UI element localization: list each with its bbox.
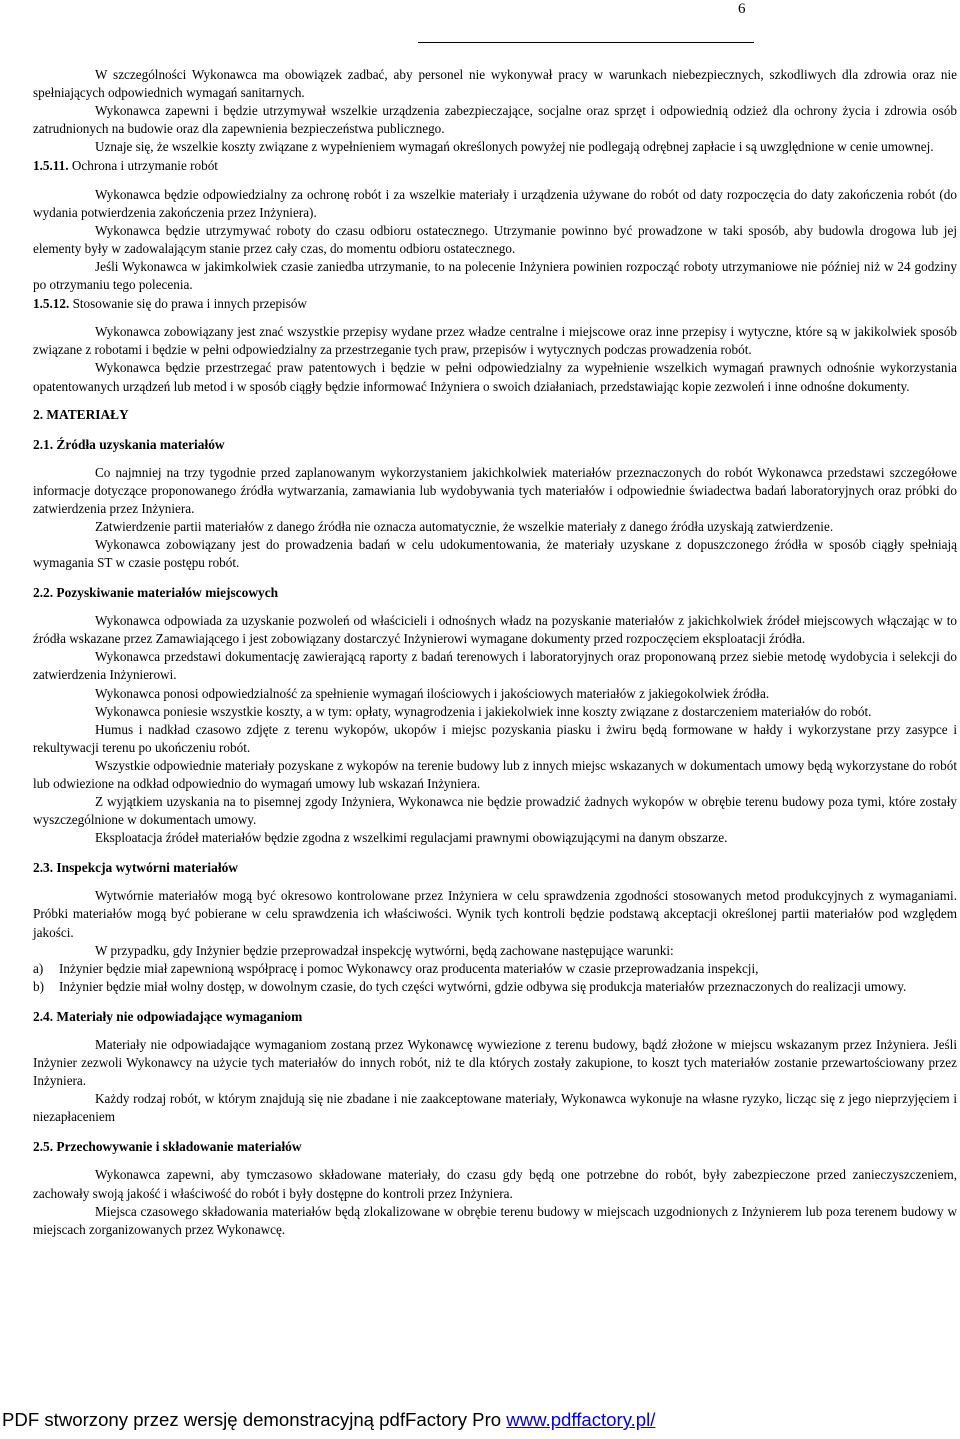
paragraph: Wszystkie odpowiednie materiały pozyskane z wykopów na terenie budowy lub z innych miejsc wskazanych w dokumentach umowy będą wykorzystane do robót lub odwiezione na odkład odpowiednio do wymagań umowy lub wskazań Inżyniera. <box>33 757 957 791</box>
paragraph: Wykonawca zapewni, aby tymczasowo składowane materiały, do czasu gdy będą one potrzebne do robót, były zabezpieczone przed zanieczyszczeniem, zachowały swoją jakość i właściwość do robót i były dostępne do kontroli przez Inżyniera. <box>33 1167 957 1201</box>
list-item <box>33 960 957 978</box>
paragraph: Wykonawca ponosi odpowiedzialność za spełnienie wymagań ilościowych i jakościowych materiałów z jakiegokolwiek źródła. <box>95 685 770 701</box>
paragraph: Wykonawca zobowiązany jest do prowadzenia badań w celu udokumentowania, że materiały uzyskane z dopuszczonego źródła w sposób ciągły spełniają wymagania ST w czasie postępu robót. <box>33 536 957 571</box>
paragraph: Wykonawca zapewni i będzie utrzymywał wszelkie urządzenia zabezpieczające, socjalne oraz sprzęt i odpowiednią odzież dla ochrony życia i zdrowia osób zatrudnionych na budowie oraz dla zapewnienia bezpieczeństwa publicznego. <box>33 103 957 137</box>
paragraph: Jeśli Wykonawca w jakimkolwiek czasie zaniedba utrzymanie, to na polecenie Inżyniera powinien rozpocząć roboty utrzymaniowe nie później niż w 24 godziny po otrzymaniu tego polecenia. <box>33 258 957 293</box>
paragraph: Wykonawca zobowiązany jest znać wszystkie przepisy wydane przez władze centralne i miejscowe oraz inne przepisy i wytyczne, które są w jakikolwiek sposób związane z robotami i będzie w pełni odpowiedzialny za przestrzeganie tych praw, przepisów i wytycznych podczas prowadzenia robót. <box>33 324 957 358</box>
section-heading-1-5-11 <box>33 157 957 175</box>
chapter-heading-materialy: 2. MATERIAŁY <box>33 406 129 422</box>
paragraph: Wykonawca przedstawi dokumentację zawierającą raporty z badań terenowych i laboratoryjnych oraz proponowaną przez siebie metodę wydobycia i selekcji do zatwierdzenia Inżynierowi. <box>33 649 957 683</box>
paragraph: Miejsca czasowego składowania materiałów będą zlokalizowane w obrębie terenu budowy w miejscach uzgodnionych z Inżynierem lub poza terenem budowy w miejscach zorganizowanych przez Wykonawcę. <box>33 1203 957 1237</box>
paragraph: Wytwórnie materiałów mogą być okresowo kontrolowane przez Inżyniera w celu sprawdzenia zgodności stosowanych metod produkcyjnych z wymaganiami. Próbki materiałów mogą być pobierane w celu sprawdzenia ich właściwości. Wynik tych kontroli będzie podstawą akceptacji określonej partii materiałów pod względem jakości. <box>33 888 957 940</box>
paragraph: Eksploatacja źródeł materiałów będzie zgodna z wszelkimi regulacjami prawnymi obowiązującymi na danym obszarze. <box>95 830 728 846</box>
section-heading-1-5-12 <box>33 295 957 313</box>
footer-text: PDF stworzony przez wersję demonstracyjną pdfFactory Pro <box>2 1409 507 1430</box>
paragraph: W szczególności Wykonawca ma obowiązek zadbać, aby personel nie wykonywał pracy w warunkach niebezpiecznych, szkodliwych dla zdrowia oraz nie spełniających odpowiednich wymagań sanitarnych. <box>33 67 957 101</box>
paragraph: Wykonawca będzie przestrzegać praw patentowych i będzie w pełni odpowiedzialny za wypełnienie wszelkich wymagań prawnych odnośnie wykorzystania opatentowanych urządzeń lub metod i w sposób ciągły będzie informować Inżyniera o swoich działaniach, przedstawiając kopie zezwoleń i inne odnośne dokumenty. <box>33 360 957 394</box>
paragraph: Każdy rodzaj robót, w którym znajdują się nie zbadane i nie zaakceptowane materiały, Wykonawca wykonuje na własne ryzyko, licząc się z jego nieprzyjęciem i niezapłaceniem <box>33 1091 957 1125</box>
pdffactory-link[interactable]: www.pdffactory.pl/ <box>506 1409 656 1430</box>
list-text: Inżynier będzie miał zapewnioną współpracę i pomoc Wykonawcy oraz producenta materiałów w czasie przeprowadzania inspekcji, <box>59 960 759 976</box>
section-heading-2-4: 2.4. Materiały nie odpowiadające wymaganiom <box>33 1008 303 1024</box>
paragraph: Wykonawca będzie utrzymywać roboty do czasu odbioru ostatecznego. Utrzymanie powinno być prowadzone w taki sposób, aby budowla drogowa lub jej elementy były w zadowalającym stanie przez cały czas, do momentu odbioru ostatecznego. <box>33 222 957 256</box>
list-item <box>33 978 957 996</box>
paragraph: Materiały nie odpowiadające wymaganiom zostaną przez Wykonawcę wywiezione z terenu budowy, bądź złożone w miejscu wskazanym przez Inżyniera. Jeśli Inżynier zezwoli Wykonawcy na użycie tych materiałów do innych robót, niż te dla których zostały zakupione, to koszt tych materiałów zostanie przewartościowany przez Inżyniera. <box>33 1036 957 1089</box>
paragraph: Zatwierdzenie partii materiałów z danego źródła nie oznacza automatycznie, że wszelkie materiały z danego źródła uzyskają zatwierdzenie. <box>95 518 834 534</box>
section-title: Stosowanie się do prawa i innych przepisów <box>72 296 307 312</box>
section-number: 1.5.12. <box>33 296 70 312</box>
list-label: b) <box>33 978 44 994</box>
pdf-watermark-footer <box>2 1411 655 1429</box>
page-number: 6 <box>738 1 746 17</box>
paragraph: Wykonawca poniesie wszystkie koszty, a w tym: opłaty, wynagrodzenia i jakiekolwiek inne koszty związane z dostarczeniem materiałów do robót. <box>95 703 872 719</box>
section-heading-2-5: 2.5. Przechowywanie i składowanie materiałów <box>33 1139 302 1155</box>
paragraph: Uznaje się, że wszelkie koszty związane z wypełnieniem wymagań określonych powyżej nie podlegają odrębnej zapłacie i są uwzględnione w cenie umownej. <box>95 139 934 155</box>
paragraph: Z wyjątkiem uzyskania na to pisemnej zgody Inżyniera, Wykonawca nie będzie prowadzić żadnych wykopów w obrębie terenu budowy poza tymi, które zostały wyszczególnione w dokumentach umowy. <box>33 794 957 828</box>
section-heading-2-3: 2.3. Inspekcja wytwórni materiałów <box>33 860 238 876</box>
section-number: 1.5.11. <box>33 158 69 174</box>
paragraph: Humus i nadkład czasowo zdjęte z terenu wykopów, ukopów i miejsc pozyskania piasku i żwiru będą formowane w hałdy i wykorzystane przy zasypce i rekultywacji terenu po ukończeniu robót. <box>33 721 957 755</box>
section-heading-2-2: 2.2. Pozyskiwanie materiałów miejscowych <box>33 585 279 601</box>
document-body <box>33 66 957 1239</box>
section-title: Ochrona i utrzymanie robót <box>71 158 218 174</box>
paragraph: Wykonawca odpowiada za uzyskanie pozwoleń od właścicieli i odnośnych władz na pozyskanie materiałów z jakichkolwiek źródeł miejscowych włączając w to źródła wskazane przez Zamawiającego i jest zobowiązany dostarczyć Inżynierowi wymagane dokumenty przed rozpoczęciem eksploatacji źródła. <box>33 613 957 647</box>
list-label: a) <box>33 960 44 976</box>
paragraph: Co najmniej na trzy tygodnie przed zaplanowanym wykorzystaniem jakichkolwiek materiałów przeznaczonych do robót Wykonawca przedstawi szczegółowe informacje dotyczące proponowanego źródła wytwarzania, zamawiania lub wydobywania tych materiałów i odpowiednie świadectwa badań laboratoryjnych oraz próbki do zatwierdzenia przez Inżyniera. <box>33 464 957 516</box>
section-heading-2-1: 2.1. Źródła uzyskania materiałów <box>33 436 225 452</box>
paragraph: W przypadku, gdy Inżynier będzie przeprowadzał inspekcję wytwórni, będą zachowane następujące warunki: <box>95 942 674 958</box>
list-text: Inżynier będzie miał wolny dostęp, w dowolnym czasie, do tych części wytwórni, gdzie odbywa się produkcja materiałów przeznaczonych do realizacji umowy. <box>59 978 907 994</box>
header-rule <box>418 42 754 43</box>
paragraph: Wykonawca będzie odpowiedzialny za ochronę robót i za wszelkie materiały i urządzenia używane do robót od daty rozpoczęcia do daty zakończenia robót (do wydania potwierdzenia zakończenia przez Inżyniera). <box>33 186 957 220</box>
